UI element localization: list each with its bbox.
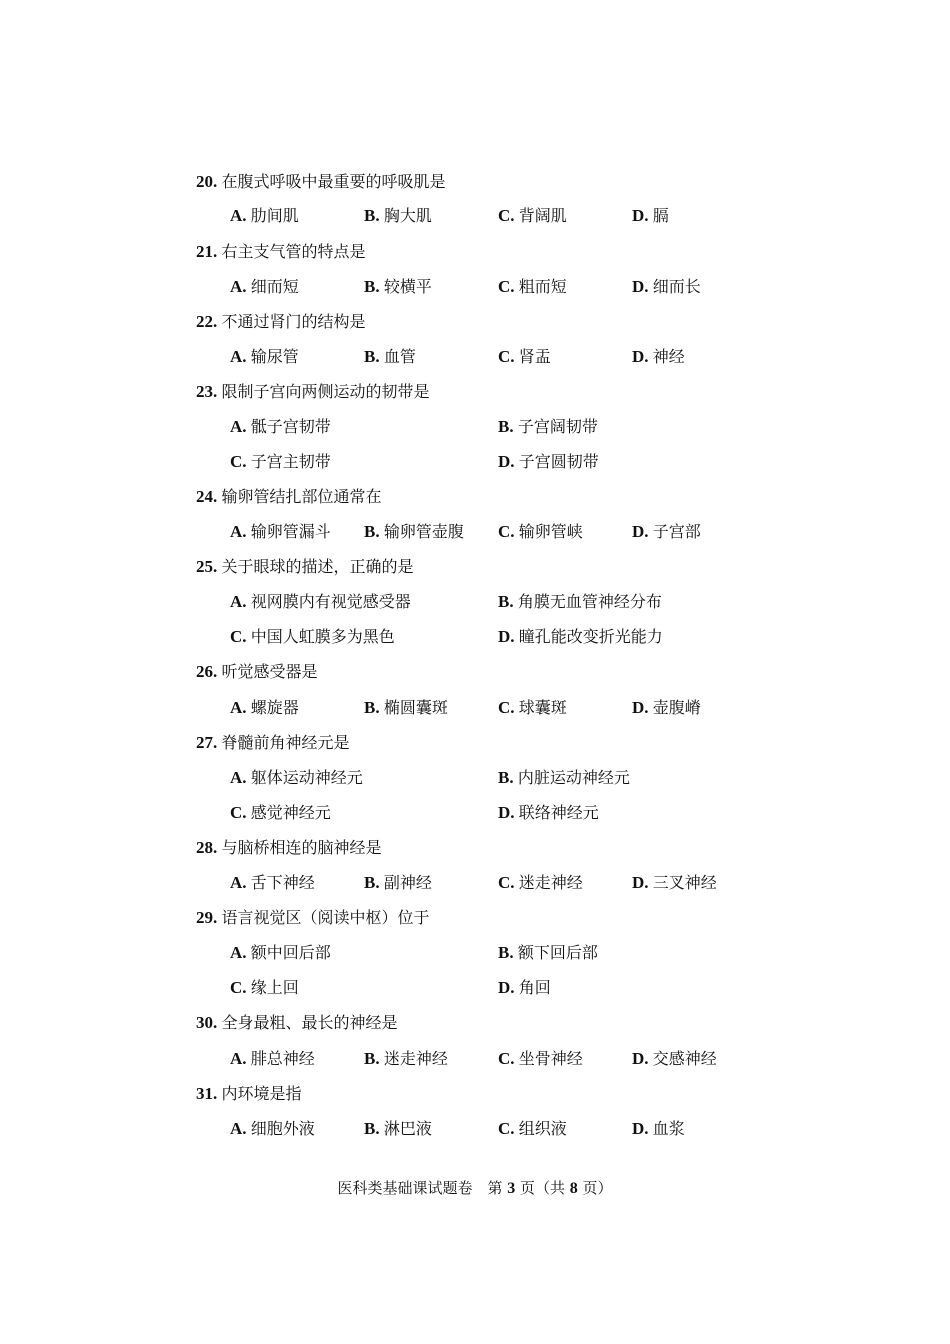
option-d: D. 子宫圆韧带: [498, 452, 599, 471]
option-c: C. 中国人虹膜多为黑色: [230, 627, 395, 646]
option-c: C. 肾盂: [498, 347, 551, 366]
options-row: [0, 978, 950, 998]
option-d: D. 膈: [632, 206, 669, 225]
options-row: [0, 206, 950, 226]
question-20: 20. 在腹式呼吸中最重要的呼吸肌是: [196, 172, 446, 191]
option-d: D. 神经: [632, 347, 685, 366]
option-c: C. 粗而短: [498, 277, 567, 296]
option-b: B. 副神经: [364, 873, 432, 892]
question-stem: 关于眼球的描述，正确的是: [221, 557, 414, 576]
options-row: [0, 943, 950, 963]
option-b: B. 角膜无血管神经分布: [498, 592, 662, 611]
option-a: A. 肋间肌: [230, 206, 299, 225]
question-number: 28: [196, 838, 213, 857]
option-b: B. 输卵管壶腹: [364, 522, 464, 541]
question-26: 26. 听觉感受器是: [196, 662, 318, 681]
option-b: B. 额下回后部: [498, 943, 598, 962]
options-row: [0, 768, 950, 788]
question-stem: 脊髓前角神经元是: [221, 733, 350, 752]
option-d: D. 血浆: [632, 1119, 685, 1138]
option-a: A. 视网膜内有视觉感受器: [230, 592, 411, 611]
option-d: D. 角回: [498, 978, 551, 997]
option-c: C. 迷走神经: [498, 873, 583, 892]
options-row: [0, 452, 950, 472]
option-b: B. 内脏运动神经元: [498, 768, 630, 787]
page-number: 3: [507, 1180, 516, 1197]
question-number: 21: [196, 242, 213, 261]
option-a: A. 螺旋器: [230, 698, 299, 717]
question-stem: 在腹式呼吸中最重要的呼吸肌是: [221, 172, 446, 191]
question-stem: 输卵管结扎部位通常在: [221, 487, 382, 506]
question-21: 21. 右主支气管的特点是: [196, 242, 366, 261]
question-stem: 右主支气管的特点是: [221, 242, 366, 261]
option-c: C. 缘上回: [230, 978, 299, 997]
option-d: D. 瞳孔能改变折光能力: [498, 627, 663, 646]
option-b: B. 胸大肌: [364, 206, 432, 225]
option-c: C. 子宫主韧带: [230, 452, 331, 471]
option-b: B. 血管: [364, 347, 416, 366]
question-number: 26: [196, 662, 213, 681]
question-30: 30. 全身最粗、最长的神经是: [196, 1013, 398, 1032]
question-number: 25: [196, 557, 213, 576]
option-d: D. 子宫部: [632, 522, 701, 541]
question-stem: 不通过肾门的结构是: [221, 312, 366, 331]
option-a: A. 输尿管: [230, 347, 299, 366]
option-a: A. 舌下神经: [230, 873, 315, 892]
question-stem: 内环境是指: [221, 1084, 302, 1103]
option-a: A. 躯体运动神经元: [230, 768, 363, 787]
question-stem: 与脑桥相连的脑神经是: [221, 838, 382, 857]
question-stem: 全身最粗、最长的神经是: [221, 1013, 398, 1032]
question-stem: 限制子宫向两侧运动的韧带是: [221, 382, 430, 401]
options-row: [0, 522, 950, 542]
question-25: 25. 关于眼球的描述，正确的是: [196, 557, 414, 576]
options-row: [0, 873, 950, 893]
option-d: D. 联络神经元: [498, 803, 599, 822]
option-a: A. 输卵管漏斗: [230, 522, 331, 541]
question-number: 30: [196, 1013, 213, 1032]
option-c: C. 背阔肌: [498, 206, 567, 225]
total-pages: 8: [569, 1180, 578, 1197]
option-a: A. 细胞外液: [230, 1119, 315, 1138]
options-row: [0, 803, 950, 823]
question-number: 20: [196, 172, 213, 191]
option-b: B. 淋巴液: [364, 1119, 432, 1138]
options-row: [0, 627, 950, 647]
option-d: D. 交感神经: [632, 1049, 717, 1068]
option-c: C. 组织液: [498, 1119, 567, 1138]
option-a: A. 细而短: [230, 277, 299, 296]
question-27: 27. 脊髓前角神经元是: [196, 733, 350, 752]
question-23: 23. 限制子宫向两侧运动的韧带是: [196, 382, 430, 401]
options-row: [0, 592, 950, 612]
option-a: A. 骶子宫韧带: [230, 417, 331, 436]
options-row: [0, 277, 950, 297]
page-footer: 医科类基础课试题卷 第 3 页（共 8 页）: [337, 1179, 613, 1197]
option-a: A. 腓总神经: [230, 1049, 315, 1068]
option-b: B. 椭圆囊斑: [364, 698, 448, 717]
question-29: 29. 语言视觉区（阅读中枢）位于: [196, 908, 430, 927]
question-24: 24. 输卵管结扎部位通常在: [196, 487, 382, 506]
options-row: [0, 1119, 950, 1139]
option-c: C. 输卵管峡: [498, 522, 583, 541]
question-number: 24: [196, 487, 213, 506]
option-d: D. 三叉神经: [632, 873, 717, 892]
option-b: B. 子宫阔韧带: [498, 417, 598, 436]
option-c: C. 感觉神经元: [230, 803, 331, 822]
question-number: 27: [196, 733, 213, 752]
question-stem: 听觉感受器是: [221, 662, 318, 681]
options-row: [0, 417, 950, 437]
option-a: A. 额中回后部: [230, 943, 331, 962]
option-d: D. 壶腹嵴: [632, 698, 701, 717]
question-number: 23: [196, 382, 213, 401]
question-stem: 语言视觉区（阅读中枢）位于: [221, 908, 430, 927]
option-b: B. 迷走神经: [364, 1049, 448, 1068]
question-number: 29: [196, 908, 213, 927]
option-c: C. 球囊斑: [498, 698, 567, 717]
options-row: [0, 1049, 950, 1069]
option-d: D. 细而长: [632, 277, 701, 296]
question-22: 22. 不通过肾门的结构是: [196, 312, 366, 331]
option-b: B. 较横平: [364, 277, 432, 296]
option-c: C. 坐骨神经: [498, 1049, 583, 1068]
question-28: 28. 与脑桥相连的脑神经是: [196, 838, 382, 857]
question-number: 31: [196, 1084, 213, 1103]
options-row: [0, 698, 950, 718]
question-number: 22: [196, 312, 213, 331]
options-row: [0, 347, 950, 367]
question-31: 31. 内环境是指: [196, 1084, 302, 1103]
